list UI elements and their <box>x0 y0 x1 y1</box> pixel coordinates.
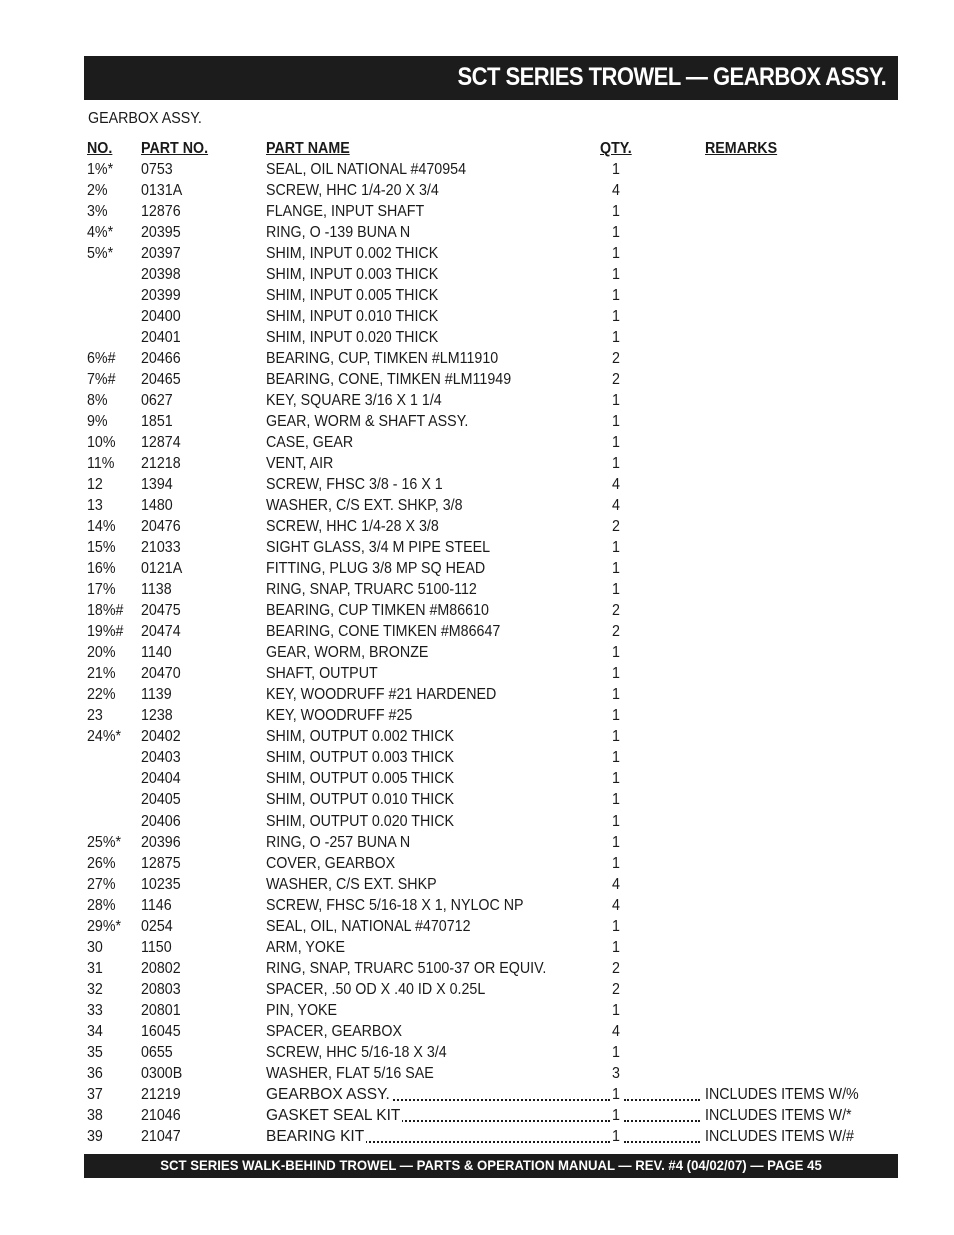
item-number: 28% <box>87 896 116 914</box>
item-number: 29%* <box>87 917 122 935</box>
quantity: 1 <box>612 224 620 242</box>
part-name-leader <box>266 1126 610 1147</box>
column-header-remarks: REMARKS <box>705 140 778 157</box>
item-number: 37 <box>87 1085 103 1103</box>
item-number: 10% <box>87 434 116 452</box>
table-row <box>0 979 954 1000</box>
part-number: 20404 <box>141 770 181 788</box>
item-number: 9% <box>87 413 108 431</box>
quantity: 1 <box>612 1001 620 1019</box>
part-name: SHAFT, OUTPUT <box>266 665 378 683</box>
part-name: SHIM, INPUT 0.002 THICK <box>266 245 439 263</box>
table-row <box>0 201 954 222</box>
table-row <box>0 264 954 285</box>
table-row <box>0 811 954 832</box>
quantity: 2 <box>612 602 620 620</box>
table-row <box>0 726 954 747</box>
part-number: 1150 <box>141 938 172 956</box>
part-name: SEAL, OIL NATIONAL #470954 <box>266 161 467 179</box>
table-row <box>0 1063 954 1084</box>
quantity: 1 <box>612 707 620 725</box>
part-name: KEY, WOODRUFF #21 HARDENED <box>266 686 497 704</box>
table-row <box>0 159 954 180</box>
item-number: 13 <box>87 497 103 515</box>
part-number: 20396 <box>141 833 181 851</box>
part-name: BEARING KIT <box>266 1127 365 1145</box>
quantity: 3 <box>612 1064 620 1082</box>
item-number: 24%* <box>87 728 122 746</box>
part-number: 20400 <box>141 308 181 326</box>
item-number: 23 <box>87 707 103 725</box>
part-name: RING, SNAP, TRUARC 5100-112 <box>266 581 477 599</box>
table-row <box>0 537 954 558</box>
quantity: 1 <box>612 812 620 830</box>
quantity: 1 <box>612 455 620 473</box>
column-header-part-no: PART NO. <box>141 140 209 157</box>
table-row <box>0 895 954 916</box>
quantity: 1 <box>612 665 620 683</box>
quantity: 1 <box>612 581 620 599</box>
quantity: 1 <box>612 1043 620 1061</box>
part-number: 1238 <box>141 707 173 725</box>
table-row <box>0 1126 954 1147</box>
part-name: SCREW, HHC 1/4-28 X 3/8 <box>266 518 439 536</box>
quantity: 1 <box>612 392 620 410</box>
part-name-leader <box>266 1105 610 1126</box>
part-number: 21046 <box>141 1106 181 1124</box>
table-row <box>0 789 954 810</box>
footer-text: SCT SERIES WALK-BEHIND TROWEL — PARTS & OPERATION MANUAL — REV. #4 (04/02/07) — PAGE 45 <box>160 1157 822 1173</box>
part-name: SHIM, OUTPUT 0.020 THICK <box>266 812 455 830</box>
quantity: 1 <box>612 413 620 431</box>
page-title: SCT SERIES TROWEL — GEARBOX ASSY. <box>457 63 886 91</box>
item-number: 14% <box>87 518 116 536</box>
part-name: RING, SNAP, TRUARC 5100-37 OR EQUIV. <box>266 959 547 977</box>
part-name: GEAR, WORM, BRONZE <box>266 644 429 662</box>
item-number: 25%* <box>87 833 122 851</box>
part-name: SPACER, .50 OD X .40 ID X 0.25L <box>266 980 486 998</box>
table-row <box>0 874 954 895</box>
quantity: 1 <box>612 560 620 578</box>
part-name: SIGHT GLASS, 3/4 M PIPE STEEL <box>266 539 491 557</box>
quantity: 1 <box>612 434 620 452</box>
table-row <box>0 411 954 432</box>
part-name: FITTING, PLUG 3/8 MP SQ HEAD <box>266 560 486 578</box>
item-number: 19%# <box>87 623 124 641</box>
item-number: 38 <box>87 1106 103 1124</box>
part-name: WASHER, C/S EXT. SHKP, 3/8 <box>266 497 463 515</box>
part-number: 20475 <box>141 602 181 620</box>
part-name: RING, O -257 BUNA N <box>266 833 411 851</box>
table-row <box>0 432 954 453</box>
part-name: SPACER, GEARBOX <box>266 1022 403 1040</box>
item-number: 11% <box>87 455 115 473</box>
quantity: 2 <box>612 350 620 368</box>
part-name: KEY, WOODRUFF #25 <box>266 707 413 725</box>
item-number: 34 <box>87 1022 103 1040</box>
table-row <box>0 642 954 663</box>
item-number: 35 <box>87 1043 103 1061</box>
part-name: BEARING, CUP TIMKEN #M86610 <box>266 602 489 620</box>
quantity: 1 <box>612 854 620 872</box>
table-row <box>0 243 954 264</box>
part-name: CASE, GEAR <box>266 434 354 452</box>
part-name: BEARING, CONE, TIMKEN #LM11949 <box>266 371 512 389</box>
quantity: 1 <box>612 917 620 935</box>
item-number: 30 <box>87 938 103 956</box>
quantity: 1 <box>612 833 620 851</box>
part-number: 1146 <box>141 896 172 914</box>
part-number: 1139 <box>141 686 172 704</box>
table-row <box>0 285 954 306</box>
table-row <box>0 453 954 474</box>
quantity: 1 <box>612 1085 620 1103</box>
table-row <box>0 621 954 642</box>
table-row <box>0 937 954 958</box>
part-name: ARM, YOKE <box>266 938 345 956</box>
quantity: 4 <box>612 476 620 494</box>
part-number: 20470 <box>141 665 181 683</box>
part-number: 12875 <box>141 854 181 872</box>
quantity: 2 <box>612 371 620 389</box>
quantity: 1 <box>612 539 620 557</box>
footer-bar <box>84 1154 898 1178</box>
quantity: 4 <box>612 182 620 200</box>
table-row <box>0 390 954 411</box>
part-name: SHIM, OUTPUT 0.010 THICK <box>266 791 455 809</box>
quantity: 2 <box>612 959 620 977</box>
table-row <box>0 768 954 789</box>
quantity: 4 <box>612 1022 620 1040</box>
part-name-leader <box>266 1084 610 1105</box>
part-name: VENT, AIR <box>266 455 334 473</box>
quantity: 4 <box>612 896 620 914</box>
part-number: 0121A <box>141 560 183 578</box>
item-number: 15% <box>87 539 116 557</box>
item-number: 7%# <box>87 371 116 389</box>
part-name: SCREW, HHC 5/16-18 X 3/4 <box>266 1043 447 1061</box>
column-header-qty: QTY. <box>600 140 632 157</box>
item-number: 17% <box>87 581 116 599</box>
table-row <box>0 600 954 621</box>
item-number: 39 <box>87 1127 103 1145</box>
item-number: 26% <box>87 854 116 872</box>
part-number: 20466 <box>141 350 181 368</box>
part-number: 21218 <box>141 455 181 473</box>
item-number: 36 <box>87 1064 103 1082</box>
part-name: PIN, YOKE <box>266 1001 338 1019</box>
item-number: 20% <box>87 644 116 662</box>
part-name: BEARING, CUP, TIMKEN #LM11910 <box>266 350 499 368</box>
quantity: 1 <box>612 644 620 662</box>
table-row <box>0 180 954 201</box>
table-row <box>0 684 954 705</box>
quantity: 1 <box>612 938 620 956</box>
part-number: 1480 <box>141 497 173 515</box>
part-number: 1394 <box>141 476 173 494</box>
table-row <box>0 369 954 390</box>
part-number: 20395 <box>141 224 181 242</box>
table-row <box>0 1105 954 1126</box>
item-number: 27% <box>87 875 116 893</box>
quantity: 1 <box>612 1127 620 1145</box>
item-number: 2% <box>87 182 108 200</box>
part-name: WASHER, FLAT 5/16 SAE <box>266 1064 434 1082</box>
part-number: 20402 <box>141 728 181 746</box>
part-name: WASHER, C/S EXT. SHKP <box>266 875 437 893</box>
part-number: 0131A <box>141 182 183 200</box>
item-number: 12 <box>87 476 103 494</box>
table-row <box>0 958 954 979</box>
table-row <box>0 853 954 874</box>
dot-leader <box>624 1126 700 1147</box>
part-number: 0254 <box>141 917 173 935</box>
part-name: SCREW, HHC 1/4-20 X 3/4 <box>266 182 439 200</box>
part-name: GASKET SEAL KIT <box>266 1106 401 1124</box>
part-number: 21033 <box>141 539 181 557</box>
part-name: SEAL, OIL, NATIONAL #470712 <box>266 917 471 935</box>
part-name: SHIM, INPUT 0.005 THICK <box>266 287 439 305</box>
table-row <box>0 579 954 600</box>
quantity: 1 <box>612 203 620 221</box>
part-number: 20801 <box>141 1001 181 1019</box>
item-number: 4%* <box>87 224 114 242</box>
part-number: 20803 <box>141 980 181 998</box>
item-number: 16% <box>87 560 116 578</box>
part-name: KEY, SQUARE 3/16 X 1 1/4 <box>266 392 442 410</box>
part-name: SHIM, OUTPUT 0.005 THICK <box>266 770 455 788</box>
header-bar <box>84 56 898 100</box>
table-row <box>0 348 954 369</box>
part-name: BEARING, CONE TIMKEN #M86647 <box>266 623 501 641</box>
part-number: 12876 <box>141 203 181 221</box>
quantity: 1 <box>612 245 620 263</box>
part-number: 10235 <box>141 875 181 893</box>
table-row <box>0 474 954 495</box>
part-number: 21219 <box>141 1085 181 1103</box>
table-row <box>0 1042 954 1063</box>
part-number: 20398 <box>141 266 181 284</box>
part-number: 20401 <box>141 329 181 347</box>
item-number: 18%# <box>87 602 124 620</box>
item-number: 32 <box>87 980 103 998</box>
part-number: 20465 <box>141 371 181 389</box>
part-number: 21047 <box>141 1127 181 1145</box>
table-row <box>0 1021 954 1042</box>
part-number: 20403 <box>141 749 181 767</box>
quantity: 1 <box>612 266 620 284</box>
part-name: SHIM, INPUT 0.010 THICK <box>266 308 439 326</box>
part-number: 0627 <box>141 392 173 410</box>
part-name: GEAR, WORM & SHAFT ASSY. <box>266 413 469 431</box>
remarks: INCLUDES ITEMS W/* <box>705 1106 852 1124</box>
part-name: SHIM, INPUT 0.020 THICK <box>266 329 439 347</box>
part-number: 20406 <box>141 812 181 830</box>
table-row <box>0 747 954 768</box>
part-number: 20802 <box>141 959 181 977</box>
part-number: 20397 <box>141 245 181 263</box>
quantity: 1 <box>612 287 620 305</box>
item-number: 6%# <box>87 350 116 368</box>
part-name: RING, O -139 BUNA N <box>266 224 411 242</box>
part-number: 20474 <box>141 623 181 641</box>
dot-leader <box>624 1105 700 1126</box>
quantity: 1 <box>612 329 620 347</box>
item-number: 5%* <box>87 245 114 263</box>
quantity: 4 <box>612 875 620 893</box>
item-number: 3% <box>87 203 108 221</box>
table-row <box>0 832 954 853</box>
quantity: 4 <box>612 497 620 515</box>
quantity: 2 <box>612 518 620 536</box>
quantity: 2 <box>612 980 620 998</box>
part-number: 1138 <box>141 581 172 599</box>
quantity: 1 <box>612 686 620 704</box>
part-name: COVER, GEARBOX <box>266 854 396 872</box>
parts-table <box>0 138 954 1147</box>
part-number: 16045 <box>141 1022 181 1040</box>
table-row <box>0 1000 954 1021</box>
table-row <box>0 558 954 579</box>
section-label: GEARBOX ASSY. <box>88 110 202 127</box>
part-number: 1851 <box>141 413 173 431</box>
quantity: 1 <box>612 728 620 746</box>
part-name: FLANGE, INPUT SHAFT <box>266 203 425 221</box>
item-number: 22% <box>87 686 116 704</box>
table-row <box>0 516 954 537</box>
part-name: SHIM, OUTPUT 0.003 THICK <box>266 749 455 767</box>
column-header-part-name: PART NAME <box>266 140 350 157</box>
item-number: 21% <box>87 665 116 683</box>
remarks: INCLUDES ITEMS W/# <box>705 1127 854 1145</box>
table-row <box>0 222 954 243</box>
item-number: 31 <box>87 959 103 977</box>
item-number: 33 <box>87 1001 103 1019</box>
quantity: 1 <box>612 1106 620 1124</box>
table-row <box>0 705 954 726</box>
part-number: 0753 <box>141 161 173 179</box>
part-number: 0655 <box>141 1043 173 1061</box>
item-number: 8% <box>87 392 108 410</box>
column-header-no: NO. <box>87 140 113 157</box>
remarks: INCLUDES ITEMS W/% <box>705 1085 859 1103</box>
table-header-row <box>0 138 954 159</box>
part-number: 12874 <box>141 434 181 452</box>
quantity: 2 <box>612 623 620 641</box>
part-name: SHIM, INPUT 0.003 THICK <box>266 266 439 284</box>
quantity: 1 <box>612 161 620 179</box>
table-row <box>0 916 954 937</box>
part-number: 20399 <box>141 287 181 305</box>
part-name: GEARBOX ASSY. <box>266 1085 390 1103</box>
dot-leader <box>624 1084 700 1105</box>
table-row <box>0 1084 954 1105</box>
part-name: SHIM, OUTPUT 0.002 THICK <box>266 728 455 746</box>
part-number: 20405 <box>141 791 181 809</box>
part-number: 0300B <box>141 1064 183 1082</box>
quantity: 1 <box>612 749 620 767</box>
table-row <box>0 306 954 327</box>
table-row <box>0 327 954 348</box>
part-name: SCREW, FHSC 5/16-18 X 1, NYLOC NP <box>266 896 524 914</box>
item-number: 1%* <box>87 161 114 179</box>
table-row <box>0 663 954 684</box>
part-number: 20476 <box>141 518 181 536</box>
quantity: 1 <box>612 770 620 788</box>
quantity: 1 <box>612 791 620 809</box>
quantity: 1 <box>612 308 620 326</box>
part-number: 1140 <box>141 644 172 662</box>
part-name: SCREW, FHSC 3/8 - 16 X 1 <box>266 476 443 494</box>
table-row <box>0 495 954 516</box>
